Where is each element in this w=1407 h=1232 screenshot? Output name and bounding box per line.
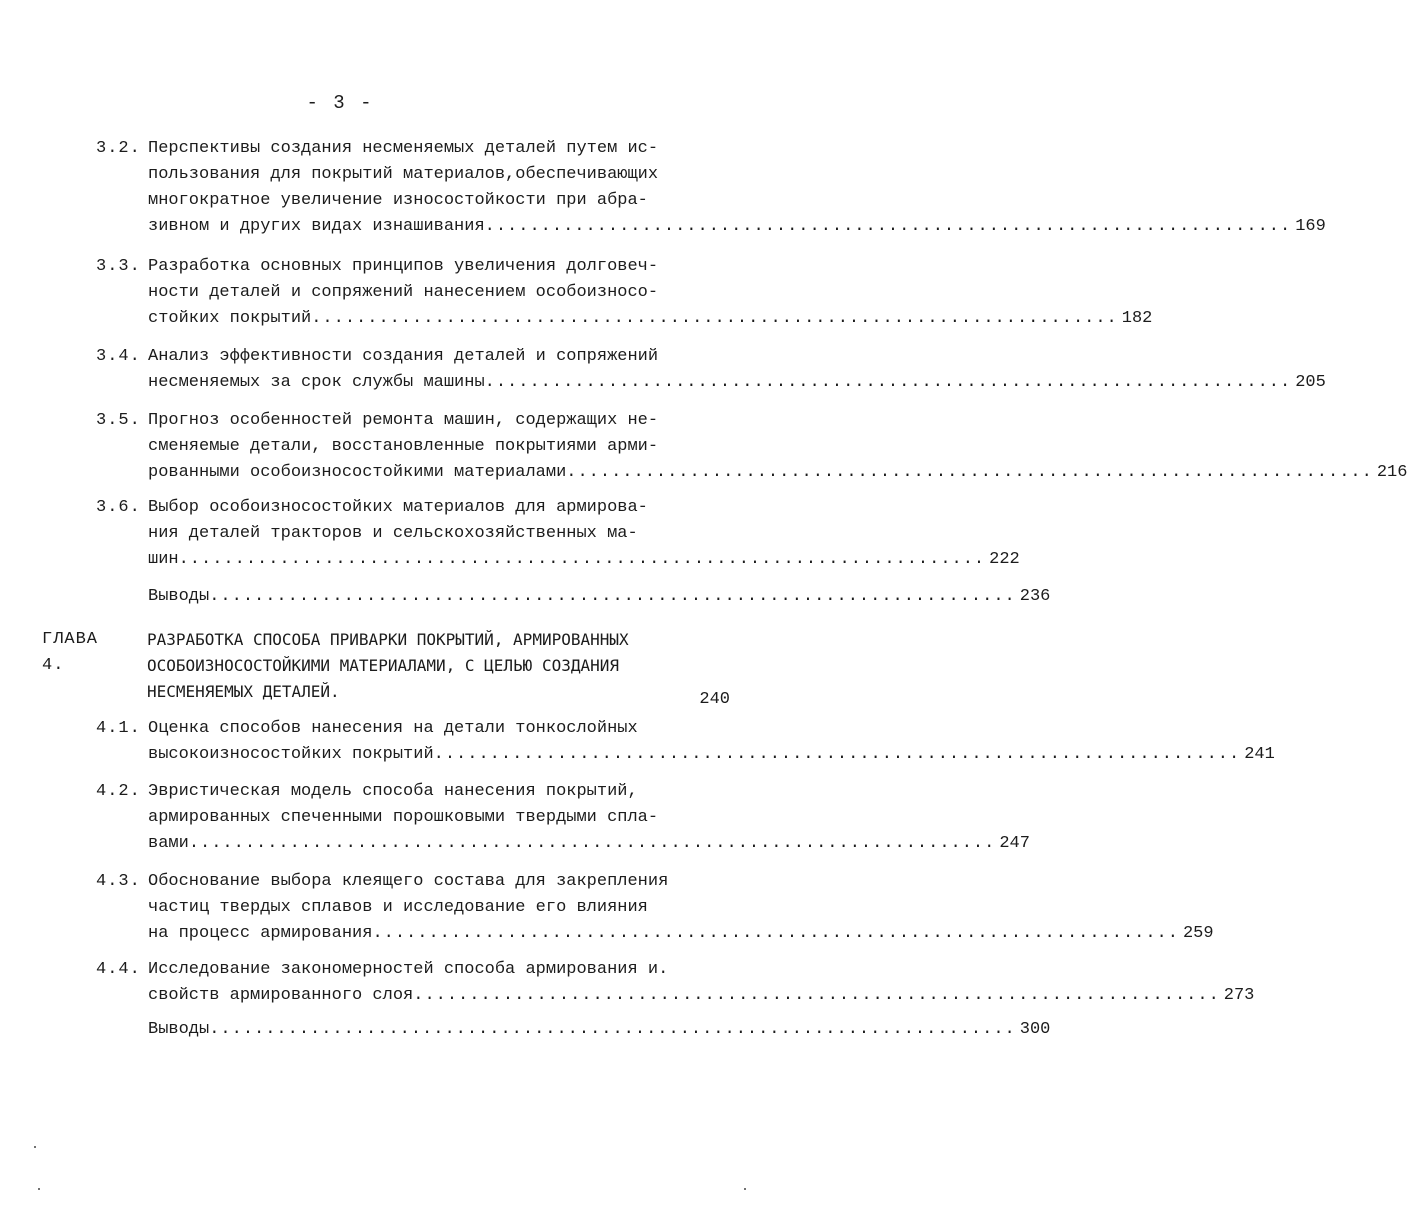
toc-entry-page: 273 (1223, 986, 1255, 1005)
toc-entry-line: несменяемых за срок службы машины (148, 373, 485, 392)
toc-entry-line: свойств армированного слоя (148, 986, 414, 1005)
leader-dots: ........................................................................ (484, 373, 1292, 392)
chapter-title-line: РАЗРАБОТКА СПОСОБА ПРИВАРКИ ПОКРЫТИЙ, АРМИРОВАННЫХ (147, 630, 629, 649)
leader-dots: ........................................................................ (433, 745, 1241, 764)
leader-dots: ........................................................................ (566, 463, 1373, 482)
toc-entry-page: 169 (1295, 217, 1326, 236)
toc-entry-line: Выводы (148, 1020, 210, 1039)
chapter-title-line: ОСОБОИЗНОСОСТОЙКИМИ МАТЕРИАЛАМИ, С ЦЕЛЬЮ СОЗДАНИЯ (147, 656, 620, 675)
chapter-label: ГЛАВА 4. (42, 630, 99, 675)
toc-entry-line: Выводы (148, 587, 210, 606)
toc-entry-page: 182 (1121, 309, 1153, 328)
toc-entry-line: ности деталей и сопряжений нанесением особоизносо- (148, 283, 659, 302)
scan-speck (34, 1146, 36, 1148)
chapter-title-line: НЕСМЕНЯЕМЫХ ДЕТАЛЕЙ. (147, 682, 340, 701)
toc-entry-line: высокоизносостойких покрытий (148, 745, 434, 764)
toc-entry-number: 4.1. (96, 719, 141, 738)
chapter-page: 240 (699, 690, 730, 709)
toc-entry-line: ния деталей тракторов и сельскохозяйственных ма- (148, 524, 638, 543)
toc-entry-line: стойких покрытий (148, 309, 312, 328)
toc-entry-line: Перспективы создания несменяемых деталей путем ис- (148, 139, 659, 158)
toc-entry-line: Прогноз особенностей ремонта машин, содержащих не- (148, 411, 659, 430)
toc-entry-line: пользования для покрытий материалов,обеспечивающих (148, 165, 659, 184)
toc-entry-line: рованными особоизносостойкими материалами (148, 463, 567, 482)
leader-dots: ........................................................................ (209, 1020, 1016, 1039)
toc-entry-number: 3.4. (96, 347, 141, 366)
toc-entry-page: 216 (1376, 463, 1407, 482)
page-number: - 3 - (306, 92, 374, 114)
leader-dots: ........................................................................ (311, 309, 1118, 328)
toc-entry-line: частиц твердых сплавов и исследование его влияния (148, 898, 648, 917)
toc-entry-page: 222 (989, 550, 1020, 569)
toc-entry-line: Эвристическая модель способа нанесения покрытий, (148, 782, 638, 801)
toc-entry-number: 4.3. (96, 872, 141, 891)
toc-entry-line: Исследование закономерностей способа армирования и. (148, 960, 669, 979)
toc-entry-page: 236 (1019, 587, 1051, 606)
toc-entry-line: зивном и других видах изнашивания (148, 217, 485, 236)
toc-entry-line: Оценка способов нанесения на детали тонкослойных (148, 719, 638, 738)
scan-speck (744, 1188, 746, 1190)
toc-entry-number: 3.6. (96, 498, 141, 517)
toc-entry-page: 259 (1182, 924, 1214, 943)
toc-entry-line: многократное увеличение износостойкости при абра- (148, 191, 648, 210)
toc-entry-line: шин (148, 550, 179, 569)
toc-entry-line: сменяемые детали, восстановленные покрытиями арми- (148, 437, 659, 456)
toc-entry-line: армированных спеченными порошковыми твердыми спла- (148, 808, 659, 827)
leader-dots: ........................................................................ (209, 587, 1016, 606)
toc-entry-number: 3.5. (96, 411, 141, 430)
toc-entry-line: вами (148, 834, 189, 853)
toc-entry-line: Выбор особоизносостойких материалов для армирова- (148, 498, 648, 517)
toc-entry-page: 300 (1019, 1020, 1051, 1039)
toc-entry-page: 205 (1295, 373, 1326, 392)
toc-entry-line: Анализ эффективности создания деталей и сопряжений (148, 347, 659, 366)
toc-entry-line: Обоснование выбора клеящего состава для закрепления (148, 872, 669, 891)
scan-speck (38, 1188, 40, 1190)
toc-entry-page: 247 (999, 834, 1030, 853)
toc-entry-number: 4.4. (96, 960, 141, 979)
toc-entry-line: на процесс армирования (148, 924, 373, 943)
leader-dots: ........................................................................ (178, 550, 986, 569)
leader-dots: ........................................................................ (413, 986, 1220, 1005)
toc-entry-number: 3.3. (96, 257, 141, 276)
toc-entry-line: Разработка основных принципов увеличения долговеч- (148, 257, 659, 276)
toc-entry-number: 4.2. (96, 782, 141, 801)
leader-dots: ........................................................................ (372, 924, 1179, 943)
leader-dots: ........................................................................ (188, 834, 996, 853)
toc-entry-page: 241 (1244, 745, 1275, 764)
toc-entry-number: 3.2. (96, 139, 141, 158)
leader-dots: ........................................................................ (484, 217, 1292, 236)
